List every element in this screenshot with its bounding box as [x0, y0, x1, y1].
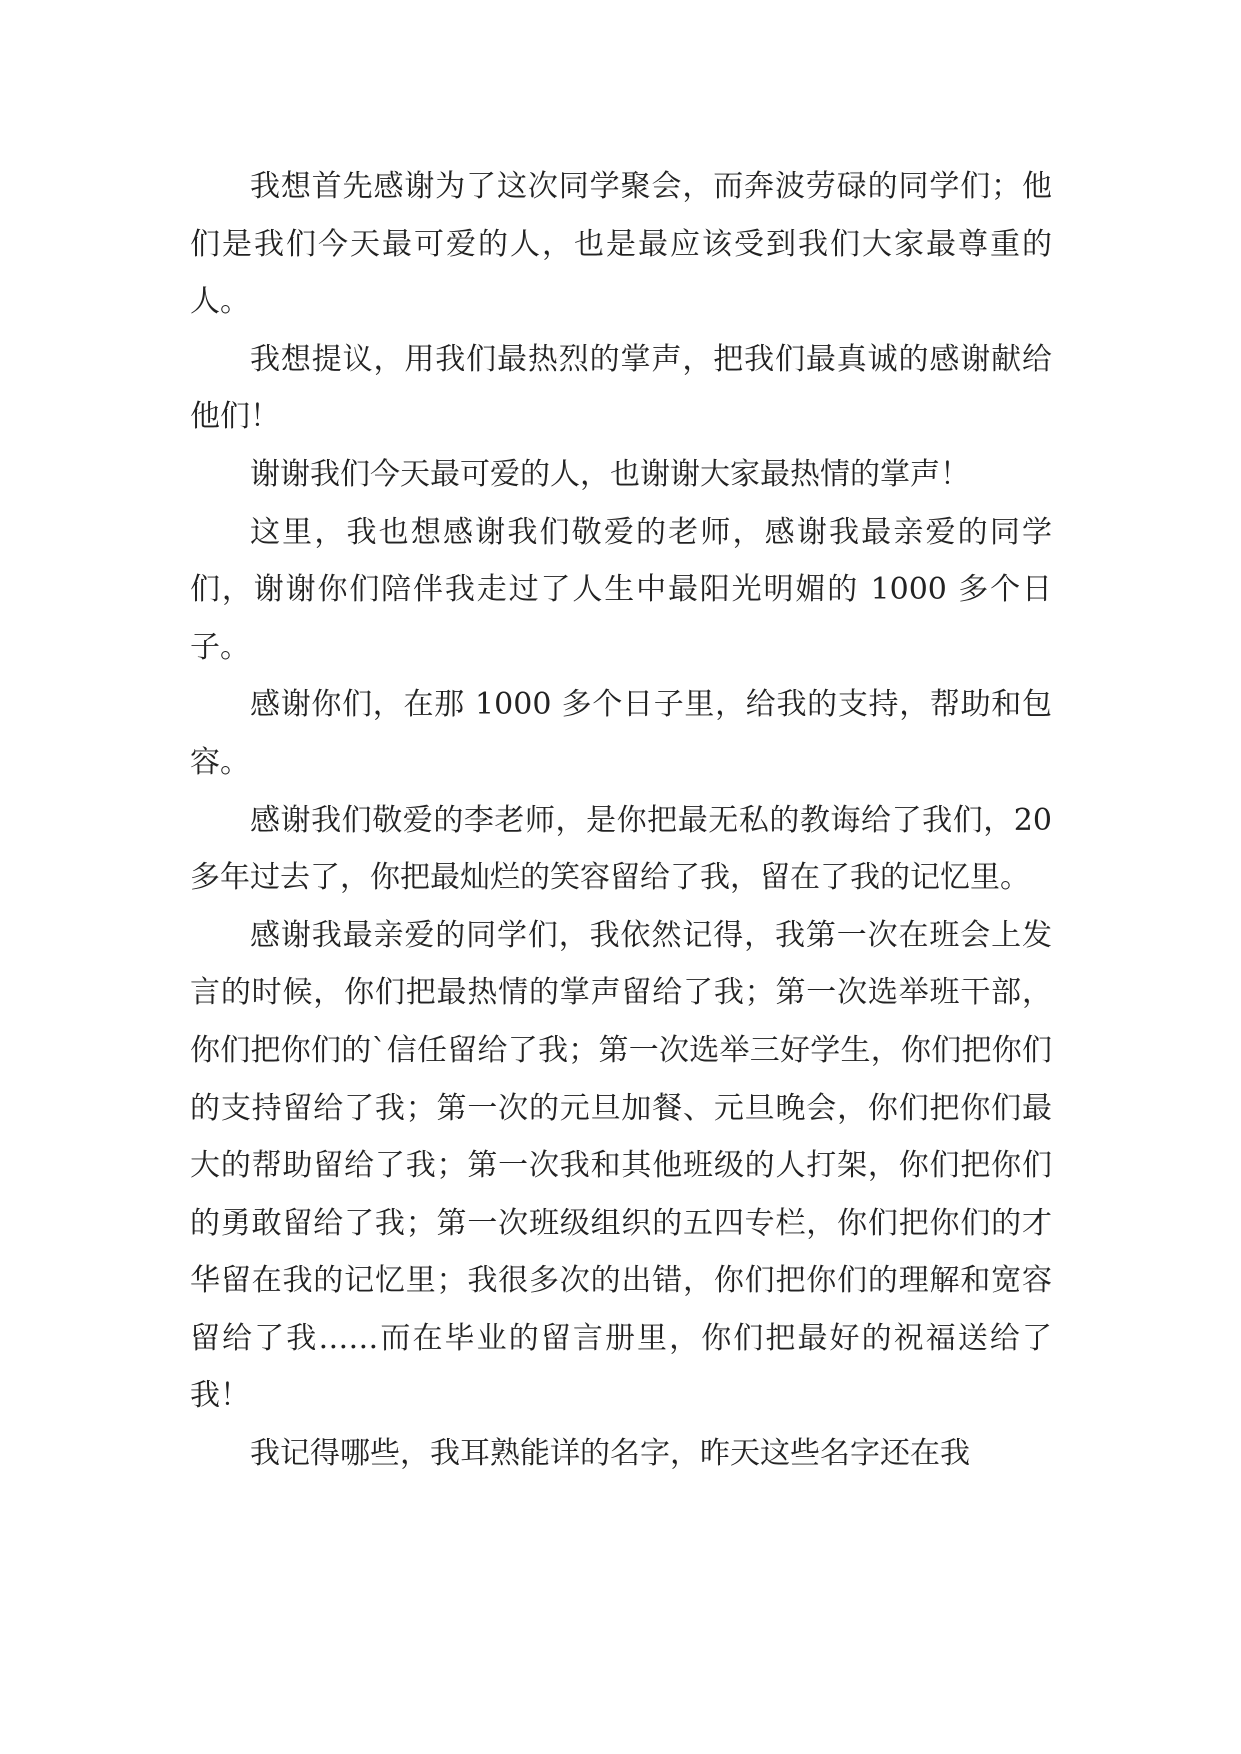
paragraph-2: 我想提议，用我们最热烈的掌声，把我们最真诚的感谢献给他们！ — [190, 341, 1052, 435]
paragraph-7: 感谢我最亲爱的同学们，我依然记得，我第一次在班会上发言的时候，你们把最热情的掌声留给了我；第一次选举班干部，你们把你们的`信任留给了我；第一次选举三好学生，你们把你们的支持留给了我；第一次的元旦加餐、元旦晚会，你们把你们最大的帮助留给了我；第一次我和其他班级的人打架，你们把你们的勇敢留给了我；第一次班级组织的五四专栏，你们把你们的才华留在我的记忆里；我很多次的出错，你们把你们的理解和宽容留给了我……而在毕业的留言册里，你们把最好的祝福送给了我！ — [190, 917, 1052, 1414]
paragraph-8: 我记得哪些，我耳熟能详的名字，昨天这些名字还在我 — [250, 1436, 970, 1472]
paragraph-5: 感谢你们，在那 1000 多个日子里，给我的支持，帮助和包容。 — [190, 687, 1052, 780]
document-body — [190, 158, 1052, 1483]
paragraph-1: 我想首先感谢为了这次同学聚会，而奔波劳碌的同学们；他们是我们今天最可爱的人，也是最应该受到我们大家最尊重的人。 — [190, 169, 1052, 320]
paragraph-6: 感谢我们敬爱的李老师，是你把最无私的教诲给了我们，20 多年过去了，你把最灿烂的笑容留给了我，留在了我的记忆里。 — [190, 802, 1052, 896]
paragraph-4: 这里，我也想感谢我们敬爱的老师，感谢我最亲爱的同学们，谢谢你们陪伴我走过了人生中最阳光明媚的 1000 多个日子。 — [190, 514, 1052, 665]
paragraph-3: 谢谢我们今天最可爱的人，也谢谢大家最热情的掌声！ — [250, 456, 970, 492]
